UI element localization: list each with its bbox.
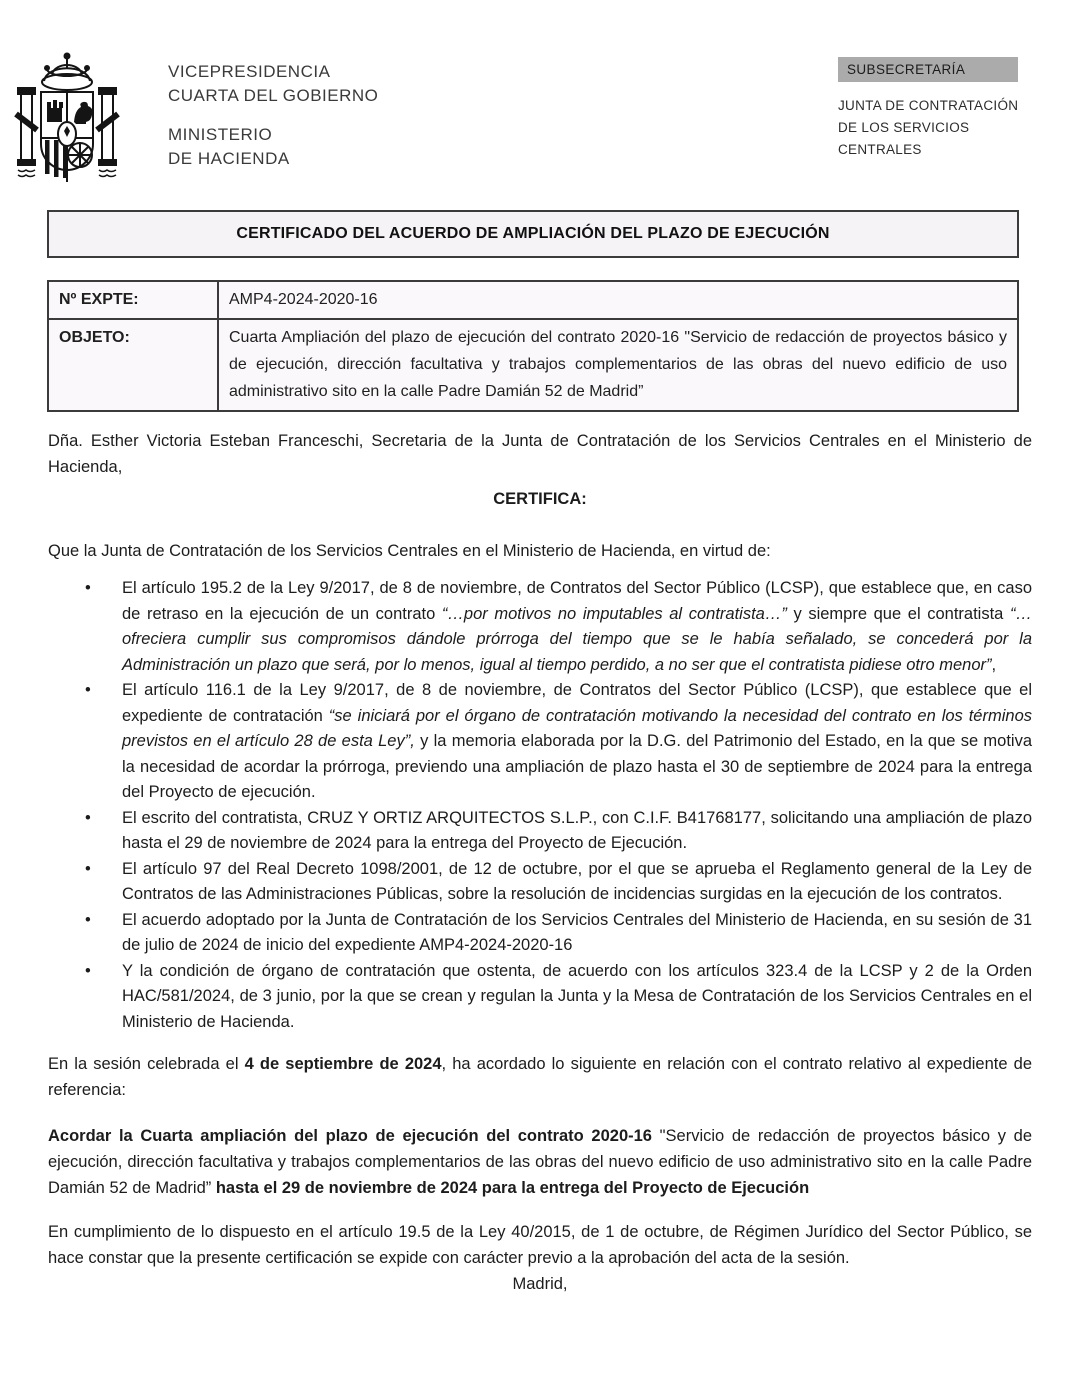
- list-item: • Y la condición de órgano de contratación que ostenta, de acuerdo con los artículos 323.4 de la LCSP y 2 de la Orden HAC/581/2024, de 3 junio, por la que se crean y regulan la Junta y la Mesa de Contratación de los Servicios Centrales en el Ministerio de Hacienda.: [85, 959, 1032, 1036]
- agreement-paragraph: Acordar la Cuarta ampliación del plazo de ejecución del contrato 2020-16 "Servicio de redacción de proyectos básico y de ejecución, dirección facultativa y trabajos complementarios de las obras del nuevo edificio de uso administrativo sito en la calle Padre Damián 52 de Madrid” hasta el 29 de noviembre de 2024 para la entrega del Proyecto de Ejecución: [48, 1127, 1032, 1197]
- department-line: CUARTA DEL GOBIERNO: [168, 86, 379, 105]
- objeto-label: OBJETO:: [48, 319, 218, 411]
- table-row-expte: [48, 281, 1018, 319]
- intro-paragraph: Dña. Esther Victoria Esteban Franceschi, Secretaria de la Junta de Contratación de los Servicios Centrales en el Ministerio de Hacienda,: [48, 432, 1032, 476]
- ministry-line: MINISTERIO: [168, 125, 273, 144]
- certificate-title: CERTIFICADO DEL ACUERDO DE AMPLIACIÓN DEL PLAZO DE EJECUCIÓN: [47, 210, 1019, 258]
- session-paragraph: En la sesión celebrada el 4 de septiembre de 2024, ha acordado lo siguiente en relación con el contrato relativo al expediente de referencia:: [48, 1055, 1033, 1099]
- ministry-line: DE HACIENDA: [168, 149, 290, 168]
- certifica-heading: CERTIFICA:: [493, 490, 587, 508]
- table-row-objeto: [48, 319, 1018, 411]
- list-item: • El artículo 116.1 de la Ley 9/2017, de 8 de noviembre, de Contratos del Sector Público (LCSP), que establece que el expediente de contratación “se iniciará por el órgano de contratación motivando la necesidad del contrato en los términos previstos en el artículo 28 de esta Ley”, y la memoria elaborada por la D.G. del Patrimonio del Estado, en la que se motiva la necesidad de acordar la prórroga, previendo una ampliación de plazo hasta el 30 de septiembre de 2024 para la entrega del Proyecto de ejecución.: [85, 678, 1032, 806]
- junta-contratacion-label: [838, 95, 1038, 161]
- junta-line: JUNTA DE CONTRATACIÓN: [838, 98, 1019, 113]
- department-line: VICEPRESIDENCIA: [168, 62, 331, 81]
- expediente-table: [47, 280, 1019, 412]
- compliance-paragraph: En cumplimiento de lo dispuesto en el artículo 19.5 de la Ley 40/2015, de 1 de octubre, de Régimen Jurídico del Sector Público, se hace constar que la presente certificación se expide con carácter previo a la aprobación del acta de la sesión.: [48, 1223, 1032, 1267]
- expte-value: AMP4-2024-2020-16: [218, 281, 1018, 319]
- que-paragraph: Que la Junta de Contratación de los Servicios Centrales en el Ministerio de Hacienda, en virtud de:: [48, 542, 771, 560]
- list-item: • El artículo 97 del Real Decreto 1098/2001, de 12 de octubre, por el que se aprueba el Reglamento general de la Ley de Contratos de las Administraciones Públicas, sobre la resolución de incidencias surgidas en la ejecución de los contratos.: [85, 857, 1032, 908]
- certificate-body: [48, 428, 1032, 1297]
- list-item: • El artículo 195.2 de la Ley 9/2017, de 8 de noviembre, de Contratos del Sector Público (LCSP), que establece que, en caso de retraso en la ejecución de un contrato “…por motivos no imputables al contratista…” y siempre que el contratista “…ofreciera cumplir sus compromisos dándole prórroga del tiempo que se le había señalado, se concederá por la Administración un plazo que será, por lo menos, igual al tiempo perdido, a no ser que el contratista pidiese otro menor”,: [85, 576, 1032, 678]
- list-item: • El acuerdo adoptado por la Junta de Contratación de los Servicios Centrales del Ministerio de Hacienda, en su sesión de 31 de julio de 2024 de inicio del expediente AMP4-2024-2020-16: [85, 908, 1032, 959]
- place-line: Madrid,: [512, 1275, 568, 1293]
- subsecretaria-label: SUBSECRETARÍA: [838, 57, 1018, 82]
- ministry-identity-block: [168, 60, 378, 171]
- expte-label: Nº EXPTE:: [48, 281, 218, 319]
- legal-grounds-list: [85, 576, 1032, 1035]
- objeto-value: Cuarta Ampliación del plazo de ejecución del contrato 2020-16 "Servicio de redacción de proyectos básico y de ejecución, dirección facultativa y trabajos complementarios de las obras del nuevo edificio de uso administrativo sito en la calle Padre Damián 52 de Madrid”: [218, 319, 1018, 411]
- junta-line: DE LOS SERVICIOS CENTRALES: [838, 120, 970, 157]
- list-item: • El escrito del contratista, CRUZ Y ORTIZ ARQUITECTOS S.L.P., con C.I.F. B41768177, solicitando una ampliación de plazo hasta el 29 de noviembre de 2024 para la entrega del Proyecto de Ejecución.: [85, 806, 1032, 857]
- issuing-unit-block: [838, 57, 1038, 161]
- spain-coat-of-arms-icon: [14, 52, 120, 194]
